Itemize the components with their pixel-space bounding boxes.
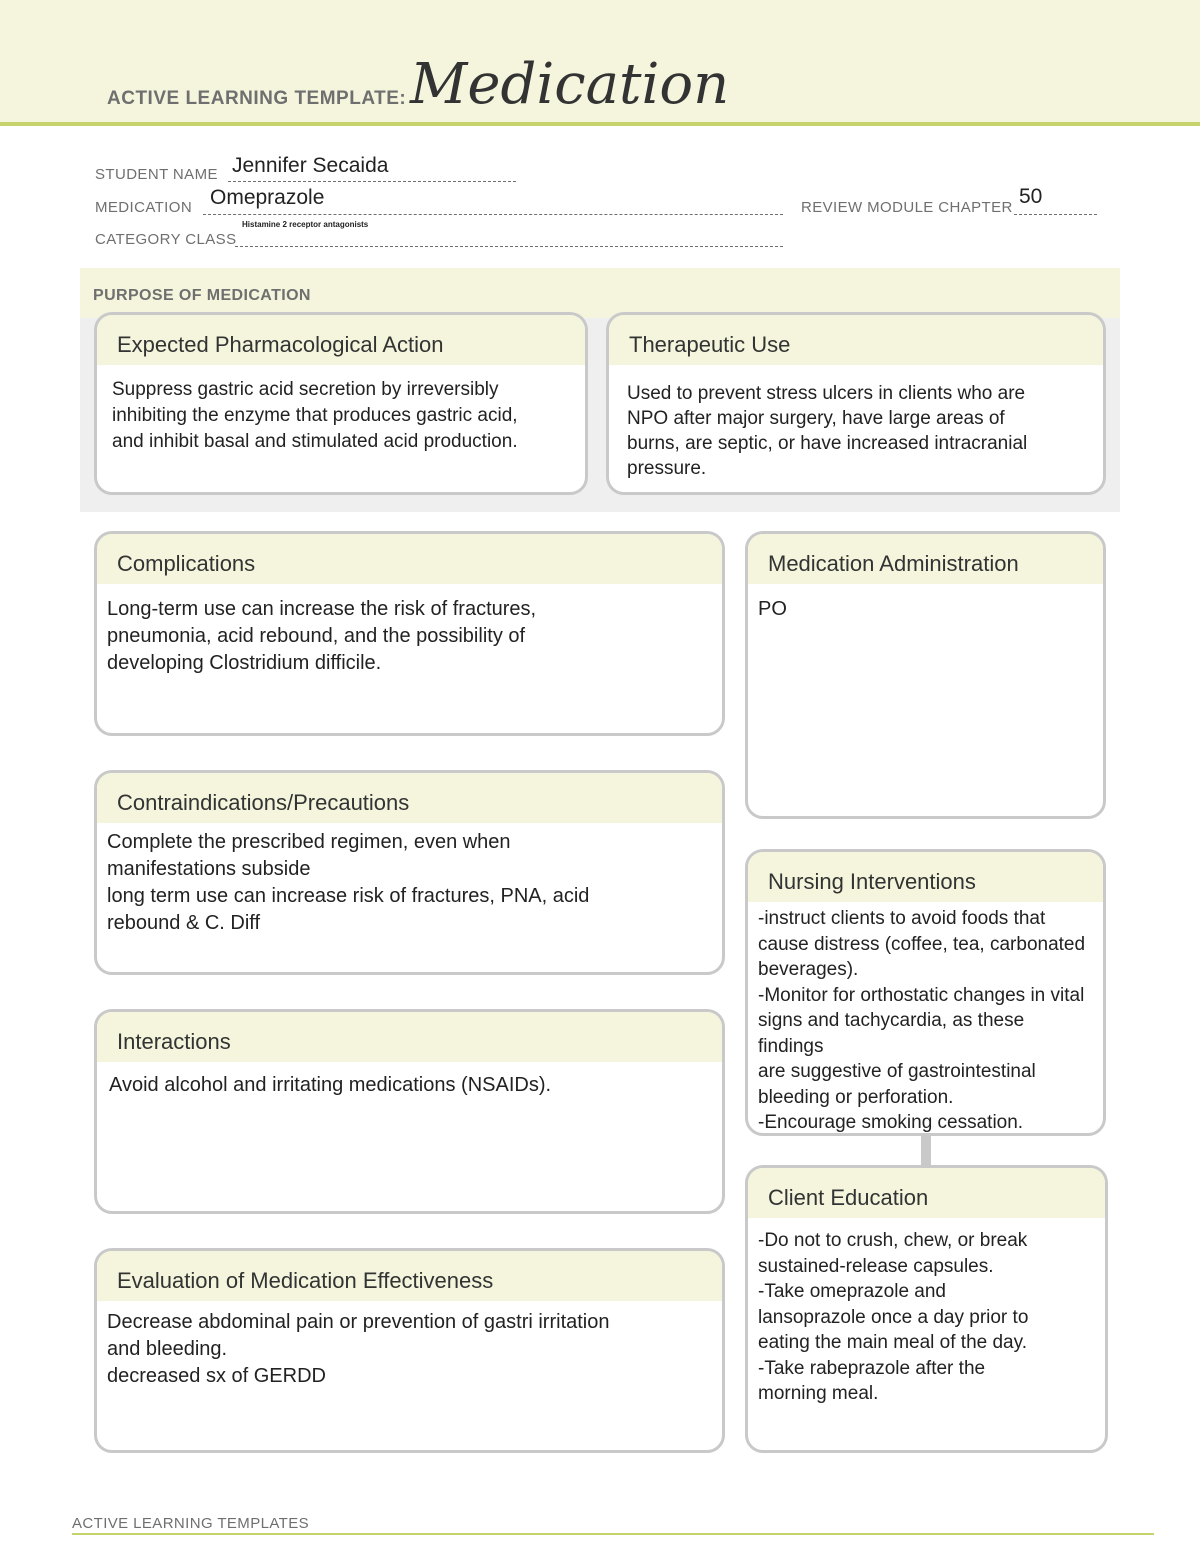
expected-action-title: Expected Pharmacological Action [97,315,585,365]
header-rule [0,122,1200,126]
text-line: sustained-release capsules. [758,1255,994,1277]
text-line: Suppress gastric acid secretion by irreversibly [112,379,499,400]
text-line: Used to prevent stress ulcers in clients who are [627,383,1026,404]
review-module-underline [1014,214,1097,215]
evaluation-title: Evaluation of Medication Effectiveness [97,1251,722,1301]
text-line: pressure. [627,458,707,479]
review-module-value[interactable]: 50 [1019,185,1043,208]
text-line: Long-term use can increase the risk of fractures, [107,598,537,620]
text-line: and inhibit basal and stimulated acid production. [112,431,518,452]
contraindications-title: Contraindications/Precautions [97,773,722,823]
therapeutic-use-text[interactable] [609,365,1103,481]
text-line: cause distress (coffee, tea, carbonated [758,933,1086,955]
contraindications-text[interactable] [97,823,722,937]
medication-value[interactable]: Omeprazole [210,186,325,209]
text-line: signs and tachycardia, as these findings [758,1010,1025,1057]
purpose-section-label: PURPOSE OF MEDICATION [93,287,311,304]
expected-action-box [94,312,588,495]
text-line: beverages). [758,959,859,980]
connector-bar [921,1134,931,1166]
student-name-value[interactable]: Jennifer Secaida [232,154,389,177]
client-education-title: Client Education [748,1168,1105,1218]
text-line: lansoprazole once a day prior to [758,1306,1029,1328]
text-line: eating the main meal of the day. [758,1332,1027,1353]
review-module-label: REVIEW MODULE CHAPTER [801,199,1013,216]
interactions-box [94,1009,725,1214]
evaluation-text[interactable] [97,1301,722,1390]
text-line: PO [758,598,787,620]
text-line: NPO after major surgery, have large areas of [627,408,1005,429]
text-line: -Take omeprazole and [758,1281,946,1302]
text-line: Avoid alcohol and irritating medications (NSAIDs). [109,1074,552,1096]
student-name-underline [228,181,516,182]
medication-administration-title: Medication Administration [748,534,1103,584]
text-line: Complete the prescribed regimen, even when [107,831,511,853]
evaluation-box [94,1248,725,1453]
text-line: bleeding or perforation. [758,1086,954,1108]
medication-label: MEDICATION [95,199,193,216]
footer-label: ACTIVE LEARNING TEMPLATES [72,1515,309,1532]
nursing-interventions-title: Nursing Interventions [748,852,1103,902]
complications-box [94,531,725,736]
text-line: inhibiting the enzyme that produces gastric acid, [112,405,518,426]
text-line: developing Clostridium difficile. [107,652,382,674]
text-line: Decrease abdominal pain or prevention of gastri irritation [107,1311,610,1333]
text-line: -Take rabeprazole after the [758,1357,986,1379]
text-line: morning meal. [758,1383,879,1404]
student-name-label: STUDENT NAME [95,166,218,183]
text-line: -Monitor for orthostatic changes in vital [758,984,1085,1006]
client-education-box [745,1165,1108,1453]
text-line: -Do not to crush, chew, or break [758,1230,1028,1251]
contraindications-box [94,770,725,975]
medication-administration-box [745,531,1106,819]
template-label: ACTIVE LEARNING TEMPLATE: [107,88,407,109]
text-line: -Encourage smoking cessation. [758,1112,1024,1133]
interactions-text[interactable] [97,1062,722,1099]
complications-title: Complications [97,534,722,584]
therapeutic-use-title: Therapeutic Use [609,315,1103,365]
text-line: long term use can increase risk of fractures, PNA, acid [107,885,590,907]
category-class-underline [235,246,783,247]
text-line: rebound & C. Diff [107,912,261,934]
text-line: manifestations subside [107,858,311,880]
footer-rule [72,1533,1154,1535]
category-class-value[interactable]: Histamine 2 receptor antagonists [242,220,369,229]
text-line: and bleeding. [107,1338,228,1360]
medication-underline [203,214,783,215]
text-line: -instruct clients to avoid foods that [758,908,1046,929]
medication-administration-text[interactable] [748,584,1103,623]
interactions-title: Interactions [97,1012,722,1062]
template-title: Medication [410,52,730,117]
text-line: are suggestive of gastrointestinal [758,1061,1036,1082]
therapeutic-use-box [606,312,1106,495]
nursing-interventions-box [745,849,1106,1136]
category-class-label: CATEGORY CLASS [95,231,237,248]
nursing-interventions-text[interactable] [748,902,1103,1136]
expected-action-text[interactable] [97,365,585,455]
complications-text[interactable] [97,584,722,677]
text-line: decreased sx of GERDD [107,1365,326,1387]
text-line: burns, are septic, or have increased intracranial [627,433,1028,454]
client-education-text[interactable] [748,1218,1105,1407]
text-line: pneumonia, acid rebound, and the possibility of [107,625,526,647]
